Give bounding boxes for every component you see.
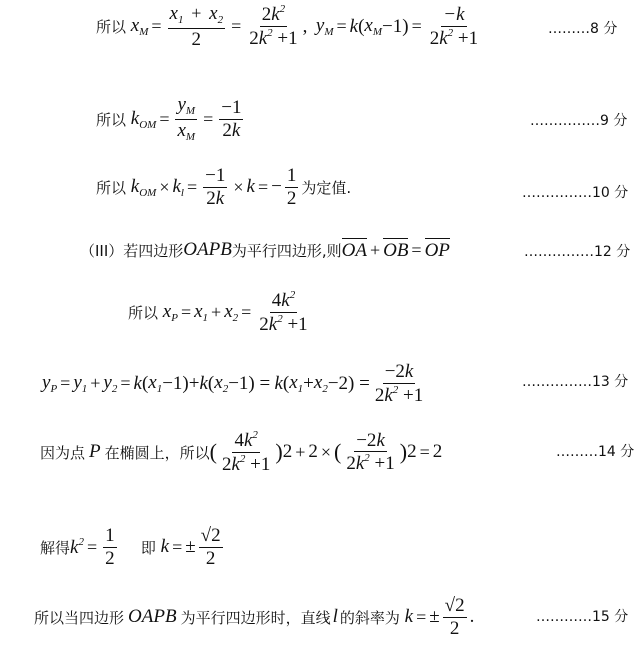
equation-line-xp: 所以 $x_P$ = $x_1$ + $x_2$ = $\frac{4k^2}{2k^2 +1}$ [128, 289, 308, 335]
equation-line-13: $y_P$ = $y_1$ + $y_2$ = k ( $x_1$ −1)+ k ( $x_2$ −1) = k ( $x_1$ + $x_2$ −2) = $\frac{-2k}{2k^2 +1}$ [42, 361, 424, 406]
text-prefix: 所以 [128, 303, 159, 322]
score-10: ……………10 分 [522, 185, 629, 201]
quad-name: OAPB [183, 239, 232, 260]
score-8: ………8 分 [548, 21, 618, 37]
text-mid: 为平行四边形,则 [231, 241, 342, 260]
equation-line-10: 所以 $k_{OM}$ × $k_l$ = $\frac{-1}{2k}$ × k = − $\frac{1}{2}$ 为定值. [96, 165, 352, 209]
text-mid: 在椭圆上，所以 [104, 443, 210, 462]
score-13: ……………13 分 [522, 374, 629, 390]
score-9: ……………9 分 [530, 113, 628, 129]
text-prefix: 所以 [96, 178, 127, 197]
text-mid2: 的斜率为 [339, 608, 400, 627]
text-prefix: 所以 [96, 18, 127, 37]
score-12: ……………12 分 [524, 244, 631, 260]
equation-line-8: 所以 $x_M$ = $\frac{x_1 + x_2}{2}$ = $\frac{2k^2}{2k^2 +1}$ , $y_M$ = k ( $x_M$ −1) = $\frac{-k}{2k^2 +1}$ [96, 3, 479, 50]
quad-name: OAPB [128, 606, 177, 628]
text-suffix: 为定值. [301, 178, 352, 197]
text-prefix: （III）若四边形 [80, 241, 184, 260]
text-prefix: 因为点 [40, 443, 86, 462]
point-p: P [89, 441, 101, 463]
text-prefix: 所以当四边形 [34, 608, 125, 627]
text-mid: 即 [140, 538, 156, 557]
line-var: l [332, 606, 338, 628]
score-14: ………14 分 [556, 444, 635, 460]
equation-line-14: 因为点 P 在椭圆上，所以 ( $\frac{4k^2}{2k^2 +1}$ ) 2 + 2 × ( $\frac{-2k}{2k^2 +1}$ ) 2 = 2 [40, 429, 443, 475]
text-prefix: 所以 [96, 110, 127, 129]
score-15: …………15 分 [536, 609, 629, 625]
text-mid: 为平行四边形时，直线 [180, 608, 331, 627]
equation-line-12: （III）若四边形 OAPB 为平行四边形,则 OA + OB = OP [80, 239, 450, 261]
equation-line-solve: 解得 $k^2$ = $\frac{1}{2}$ 即 k = ± $\frac{√2}{2}$ [40, 525, 221, 569]
text-prefix: 解得 [40, 538, 71, 557]
equation-line-15: 所以当四边形 OAPB 为平行四边形时，直线 l 的斜率为 k = ± $\frac{√2}{2}$ . [34, 595, 475, 639]
equation-line-9: 所以 $k_{OM}$ = $\frac{y_M}{x_M}$ = $\frac{-1}{2k}$ [96, 94, 242, 143]
